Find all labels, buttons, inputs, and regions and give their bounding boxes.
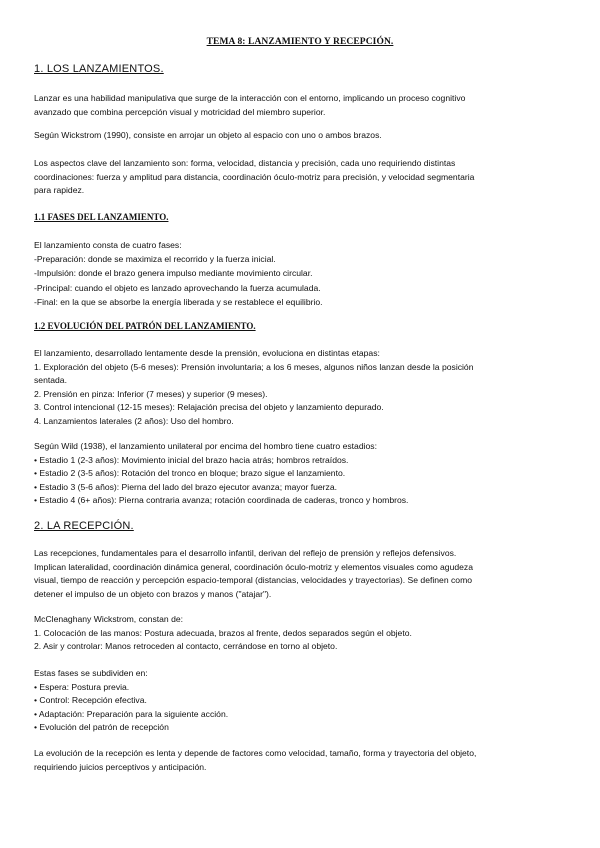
text-line: • Adaptación: Preparación para la siguiente acción. <box>34 708 229 719</box>
document-title: TEMA 8: LANZAMIENTO Y RECEPCIÓN. <box>206 37 394 47</box>
section-1-2-wild-stages <box>34 440 574 508</box>
text-line: 2. Prensión en pinza: Inferior (7 meses) y superior (9 meses). <box>34 388 268 399</box>
section-1-heading: 1. LOS LANZAMIENTOS. <box>34 63 164 75</box>
text-line: Las recepciones, fundamentales para el desarrollo infantil, derivan del reflejo de prensión y reflejos defensivos. <box>34 548 457 558</box>
text-line: 2. Asir y controlar: Manos retroceden al contacto, cerrándose en torno al objeto. <box>34 641 338 651</box>
section-2-phases <box>34 667 574 735</box>
text-line: Según Wild (1938), el lanzamiento unilateral por encima del hombro tiene cuatro estadios: <box>34 441 377 451</box>
text-line: 3. Control intencional (12-15 meses): Relajación precisa del objeto y lanzamiento depurado. <box>34 402 384 412</box>
text-line: 4. Lanzamientos laterales (2 años): Uso del hombro. <box>34 415 234 426</box>
text-line: • Estadio 3 (5-6 años): Pierna del lado del brazo ejecutor avanza; mayor fuerza. <box>34 481 338 492</box>
section-2-mcclenaghan <box>34 613 574 654</box>
text-line: El lanzamiento, desarrollado lentamente desde la prensión, evoluciona en distintas etapas: <box>34 348 380 358</box>
section-2-evolution <box>34 747 574 774</box>
text-line: avanzado que combina percepción visual y motricidad del miembro superior. <box>34 106 326 117</box>
section-1-wickstrom <box>34 129 574 143</box>
text-line: -Principal: cuando el objeto es lanzado aprovechando la fuerza acumulada. <box>34 282 321 293</box>
text-line: requiriendo juicios perceptivos y anticipación. <box>34 761 207 772</box>
text-line: El lanzamiento consta de cuatro fases: <box>34 240 182 250</box>
text-line: 1. Colocación de las manos: Postura adecuada, brazos al frente, dedos separados según el objeto. <box>34 627 412 638</box>
section-1-2-stages <box>34 347 574 428</box>
text-line: McClenaghany Wickstrom, constan de: <box>34 614 184 624</box>
text-line: Los aspectos clave del lanzamiento son: forma, velocidad, distancia y precisión, cada uno requiriendo distintas <box>34 158 456 168</box>
section-1-2-heading: 1.2 EVOLUCIÓN DEL PATRÓN DEL LANZAMIENTO. <box>34 321 256 331</box>
text-line: 1. Exploración del objeto (5-6 meses): Prensión involuntaria; a los 6 meses, algunos niños lanzan desde la posición <box>34 361 474 372</box>
text-line: detener el impulso de un objeto con brazos y manos ("atajar"). <box>34 588 272 599</box>
section-1-aspects <box>34 157 574 198</box>
text-line: Lanzar es una habilidad manipulativa que surge de la interacción con el entorno, implicando un proceso cognitivo <box>34 93 466 103</box>
section-2-heading: 2. LA RECEPCIÓN. <box>34 520 134 532</box>
section-1-intro <box>34 92 574 119</box>
text-line: • Control: Recepción efectiva. <box>34 695 147 705</box>
text-line: Estas fases se subdividen en: <box>34 668 148 678</box>
text-line: Según Wickstrom (1990), consiste en arrojar un objeto al espacio con uno o ambos brazos. <box>34 130 382 140</box>
text-line: • Estadio 1 (2-3 años): Movimiento inicial del brazo hacia atrás; hombros retraídos. <box>34 454 349 465</box>
text-line: La evolución de la recepción es lenta y depende de factores como velocidad, tamaño, forma y trayectoria del objeto, <box>34 748 477 758</box>
section-1-1-phases <box>34 239 574 310</box>
text-line: -Impulsión: donde el brazo genera impulso mediante movimiento circular. <box>34 268 313 279</box>
text-line: coordinaciones: fuerza y amplitud para distancia, coordinación óculo-motriz para precisión, y velocidad segmentaria <box>34 171 475 182</box>
text-line: para rapidez. <box>34 185 85 195</box>
text-line: • Estadio 4 (6+ años): Pierna contraria avanza; rotación coordinada de caderas, tronco y hombros. <box>34 495 409 505</box>
text-line: visual, tiempo de reacción y percepción espacio-temporal (distancias, velocidades y trayectorias). Se definen como <box>34 575 473 585</box>
text-line: Implican lateralidad, coordinación dinámica general, coordinación óculo-motriz y elementos visuales como agudeza <box>34 561 473 572</box>
section-1-1-heading: 1.1 FASES DEL LANZAMIENTO. <box>34 212 169 222</box>
section-2-intro <box>34 547 574 601</box>
text-line: • Espera: Postura previa. <box>34 681 130 692</box>
text-line: • Evolución del patrón de recepción <box>34 722 169 732</box>
text-line: -Final: en la que se absorbe la energía liberada y se restablece el equilibrio. <box>34 296 323 307</box>
text-line: sentada. <box>34 375 67 385</box>
text-line: • Estadio 2 (3-5 años): Rotación del tronco en bloque; brazo sigue el lanzamiento. <box>34 468 346 478</box>
text-line: -Preparación: donde se maximiza el recorrido y la fuerza inicial. <box>34 254 276 265</box>
